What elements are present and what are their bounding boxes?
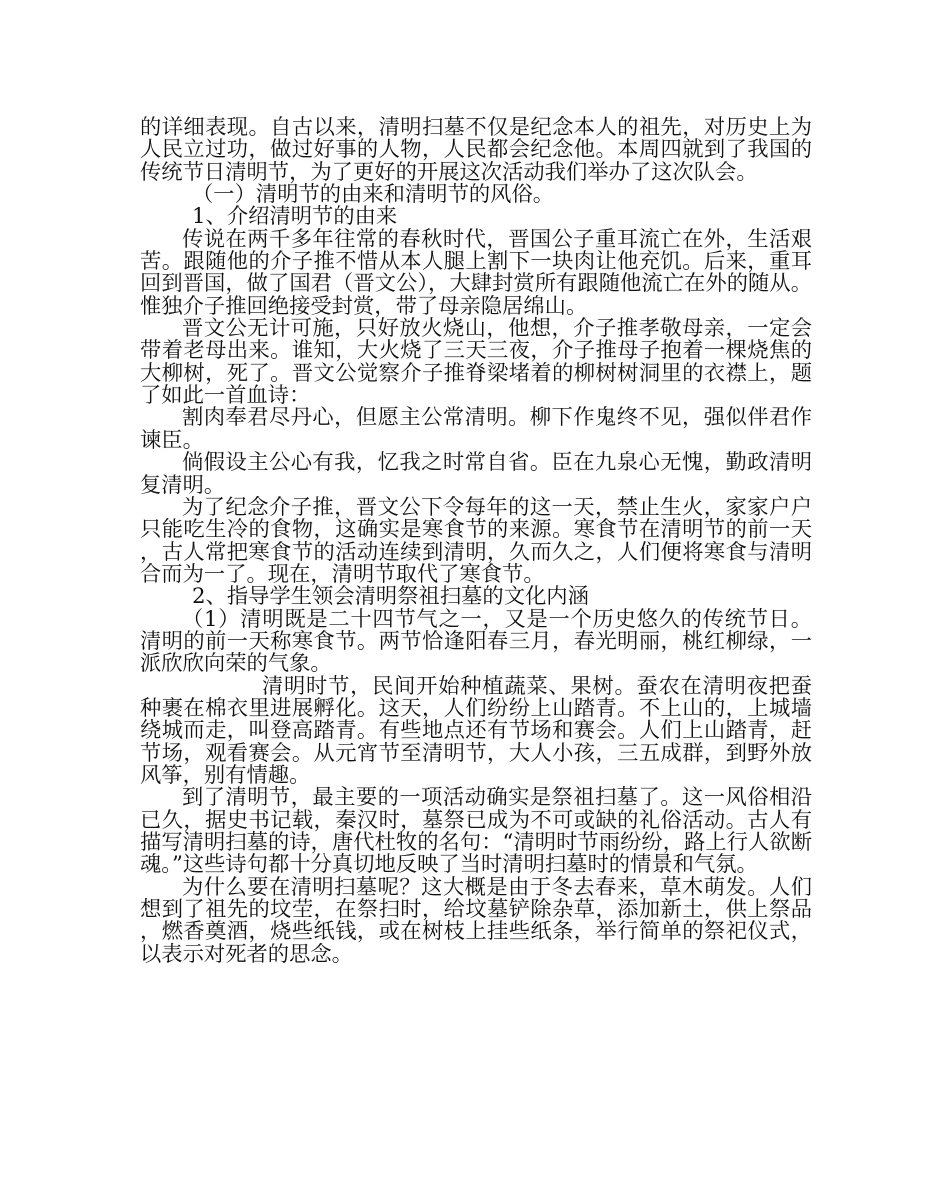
subheading-origin: 1、介绍清明节的由来 [192,204,398,230]
paragraph-intro: 的详细表现。自古以来，清明扫墓不仅是纪念本人的祖先，对历史上为人民立过功，做过好事的人物，人民都会纪念他。本周四就到了我国的传统节日清明节，为了更好的开展这次活动我们举办了这次队会。 [140,115,812,185]
document-page [140,117,812,966]
paragraph-tomb-sweeping: 到了清明节，最主要的一项活动确实是祭祖扫墓了。这一风俗相沿已久，据史书记载，秦汉时，墓祭已成为不可或缺的礼俗活动。古人有描写清明扫墓的诗，唐代杜牧的名句：“清明时节雨纷纷，路上行人欲断魂。”这些诗句都十分真切地反映了当时清明扫墓时的情景和气氛。 [140,785,812,878]
subheading-cultural-meaning: 2、指导学生领会清明祭祖扫墓的文化内涵 [192,584,589,610]
paragraph-cold-food: 为了纪念介子推，晋文公下令每年的这一天，禁止生火，家家户户只能吃生冷的食物，这确实是寒食节的来源。寒食节在清明节的前一天，古人常把寒食节的活动连续到清明，久而久之，人们便将寒食与清明合而为一了。现在，清明节取代了寒食节。 [140,494,812,587]
paragraph-spring-outing: 清明时节，民间开始种植蔬菜、果树。蚕农在清明夜把蚕种裹在棉衣里进展孵化。这天，人们纷纷上山踏青。不上山的，上城墙绕城而走，叫登高踏青。有些地点还有节场和赛会。人们上山踏青，赶节场，观看赛会。从元宵节至清明节，大人小孩，三五成群，到野外放风筝，别有情趣。 [140,673,812,788]
poem-line-2: 倘假设主公心有我，忆我之时常自省。臣在九泉心无愧，勤政清明复清明。 [140,450,812,498]
paragraph-fire: 晋文公无计可施，只好放火烧山，他想，介子推孝敬母亲，一定会带着老母出来。谁知，大火烧了三天三夜，介子推母子抱着一棵烧焦的大柳树，死了。晋文公觉察介子推脊梁堵着的柳树树洞里的衣襟上，题了如此一首血诗： [140,316,812,409]
paragraph-why-sweep: 为什么要在清明扫墓呢？这大概是由于冬去春来，草木萌发。人们想到了祖先的坟茔，在祭扫时，给坟墓铲除杂草，添加新土，供上祭品，燃香奠酒，烧些纸钱，或在树枝上挂些纸条，举行简单的祭祀仪式，以表示对死者的思念。 [140,874,812,967]
poem-line-1: 割肉奉君尽丹心，但愿主公常清明。柳下作鬼终不见，强似伴君作谏臣。 [140,405,812,453]
section-heading-origin-customs: （一）清明节的由来和清明节的风俗。 [192,182,555,208]
paragraph-legend: 传说在两千多年往常的春秋时代，晋国公子重耳流亡在外，生活艰苦。跟随他的介子推不惜从本人腿上割下一块肉让他充饥。后来，重耳回到晋国，做了国君（晋文公），大肆封赏所有跟随他流亡在外的随从。惟独介子推回绝接受封赏，带了母亲隐居绵山。 [140,226,812,319]
paragraph-solar-term: （1）清明既是二十四节气之一，又是一个历史悠久的传统节日。清明的前一天称寒食节。两节恰逢阳春三月，春光明丽，桃红柳绿，一派欣欣向荣的气象。 [140,606,812,677]
